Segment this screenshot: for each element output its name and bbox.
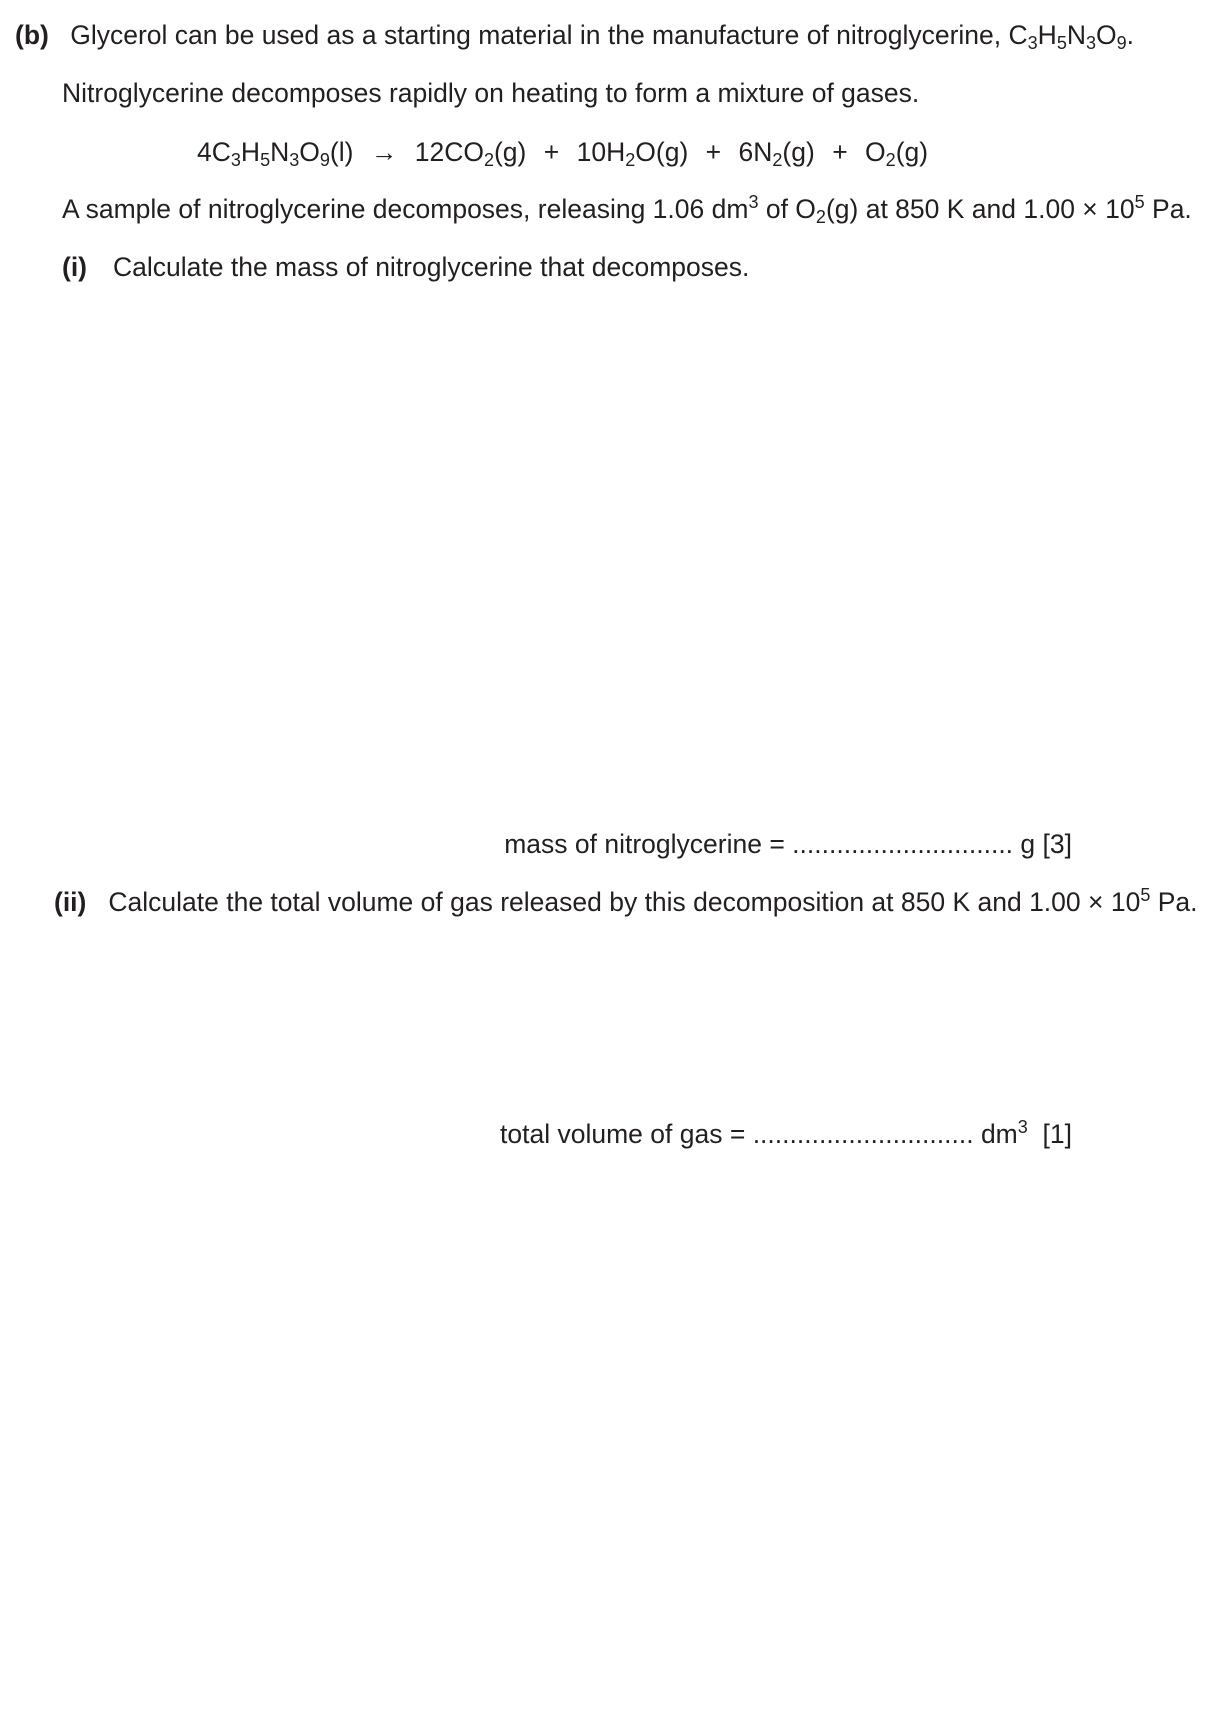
part-ii-text: Calculate the total volume of gas released by this decomposition at 850 K and $1.00 \times 10^5$ Pa.	[108, 885, 1198, 917]
marks-badge: [3]	[1042, 829, 1072, 859]
part-b-label: (b)	[15, 20, 49, 50]
sample-statement: A sample of nitroglycerine decomposes, releasing 1.06 $dm^3$ of $O_2(g)$ at 850 K and $1.00 \times 10^5$ Pa.	[62, 192, 1192, 228]
part-i-question	[62, 254, 749, 281]
decomposition-equation: $4C_3H_5N_3O_9(l) \to 12CO_2(g) + 10H_2O(g) + 6N_2(g) + O_2(g)$	[197, 137, 929, 171]
answer-field-mass[interactable]: ..............................	[792, 829, 1014, 859]
part-ii-question	[54, 885, 1198, 917]
part-i-text: Calculate the mass of nitroglycerine that decomposes.	[113, 252, 750, 282]
answer-field-volume[interactable]: ..............................	[752, 1119, 974, 1149]
intro-text: Glycerol can be used as a starting material in the manufacture of nitroglycerine,	[70, 20, 1009, 50]
part-ii-label: (ii)	[54, 887, 87, 917]
nitroglycerine-formula: $C_3H_5N_3O_9$	[1008, 20, 1127, 54]
decompose-text: Nitroglycerine decomposes rapidly on heating to form a mixture of gases.	[62, 78, 920, 108]
part-i-label: (i)	[62, 252, 88, 282]
part-i-answer-line: mass of nitroglycerine = .............................. g [3]	[504, 829, 1072, 859]
part-ii-answer-line: total volume of gas = .............................. $dm^3$ [1]	[500, 1117, 1072, 1149]
reaction-arrow-icon: →	[370, 137, 398, 167]
marks-badge: [1]	[1042, 1119, 1072, 1149]
part-b-intro: (b) Glycerol can be used as a starting material in the manufacture of nitroglycerine, $C_3H_5N_3O_9$.	[15, 20, 1135, 54]
